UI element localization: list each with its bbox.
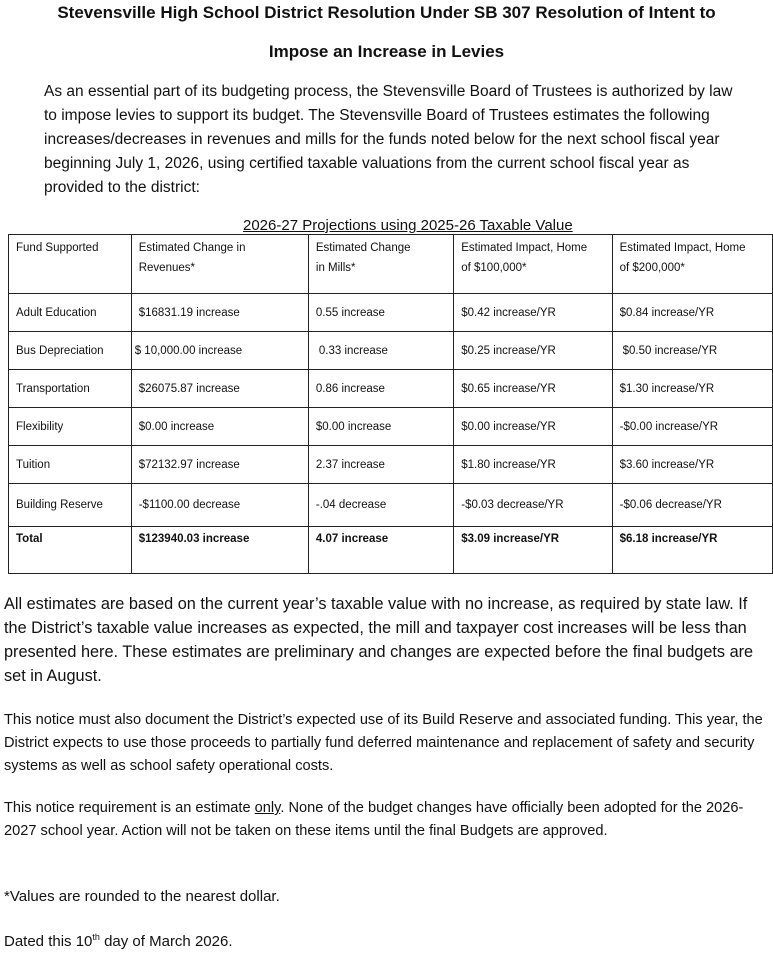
notice-requirement-paragraph — [4, 797, 764, 843]
fund-name: Tuition — [9, 446, 132, 484]
emphasis-only: only — [254, 800, 281, 816]
impact-100k: $0.00 increase/YR — [454, 408, 612, 446]
document-title-line-2: Impose an Increase in Levies — [268, 42, 505, 61]
revenue-change: $ 10,000.00 increase — [131, 332, 308, 370]
total-impact-100k: $3.09 increase/YR — [454, 527, 612, 574]
mills-change: 0.33 increase — [308, 332, 453, 370]
mills-change: -.04 decrease — [308, 484, 453, 527]
mills-change: 2.37 increase — [308, 446, 453, 484]
mills-change: $0.00 increase — [308, 408, 453, 446]
mills-change: 0.55 increase — [308, 294, 453, 332]
fund-name: Flexibility — [9, 408, 132, 446]
rounding-note: *Values are rounded to the nearest dollar. — [4, 888, 280, 905]
revenue-change: $16831.19 increase — [131, 294, 308, 332]
fund-name: Transportation — [9, 370, 132, 408]
header-fund-supported: Fund Supported — [9, 235, 132, 294]
fund-name: Bus Depreciation — [9, 332, 132, 370]
dated-superscript: th — [92, 932, 100, 942]
revenue-change: -$1100.00 decrease — [131, 484, 308, 527]
dated-text-start: Dated this 10 — [4, 933, 93, 950]
impact-100k: $0.42 increase/YR — [454, 294, 612, 332]
header-impact-100k: Estimated Impact, Home of $100,000* — [454, 235, 612, 294]
table-row — [9, 370, 773, 408]
dated-text-end: day of March 2026. — [99, 933, 233, 950]
impact-200k: -$0.00 increase/YR — [612, 408, 772, 446]
intro-paragraph: As an essential part of its budgeting process, the Stevensville Board of Trustees is authorized by law to impose levies to support its budget. The Stevensville Board of Trustees estimates the following increases/decreases in revenues and mills for the funds noted below for the next school fiscal year beginning July 1, 2026, using certified taxable valuations from the current school fiscal year as provided to the district: — [44, 83, 733, 196]
impact-100k: $0.65 increase/YR — [454, 370, 612, 408]
table-caption: 2026-27 Projections using 2025-26 Taxable Value — [243, 217, 573, 234]
total-revenue-change: $123940.03 increase — [131, 527, 308, 574]
header-change-revenues: Estimated Change in Revenues* — [131, 235, 308, 294]
document-title-line-1: Stevensville High School District Resolution Under SB 307 Resolution of Intent to — [57, 3, 716, 22]
revenue-change: $26075.87 increase — [131, 370, 308, 408]
impact-200k: $3.60 increase/YR — [612, 446, 772, 484]
table-row — [9, 408, 773, 446]
impact-200k: $1.30 increase/YR — [612, 370, 772, 408]
requirement-text-start: This notice requirement is an estimate — [4, 800, 255, 816]
table-header-row — [9, 235, 773, 294]
header-impact-200k: Estimated Impact, Home of $200,000* — [612, 235, 772, 294]
table-row — [9, 294, 773, 332]
requirement-text-end: . None of the budget changes have officially been adopted for the 2026-2027 school year. Action will not be taken on these items until the final Budgets are approved. — [4, 800, 744, 839]
estimates-paragraph: All estimates are based on the current year’s taxable value with no increase, as required by state law. If the District’s taxable value increases as expected, the mill and taxpayer cost increases will be less than presented here. These estimates are preliminary and changes are expected before the final budgets are set in August. — [4, 595, 754, 685]
total-label: Total — [9, 527, 132, 574]
build-reserve-paragraph: This notice must also document the District’s expected use of its Build Reserve and associated funding. This year, the District expects to use those proceeds to partially fund deferred maintenance and replacement of safety and security systems as well as school safety operational costs. — [4, 712, 763, 774]
projections-table — [8, 234, 773, 574]
impact-200k: $0.50 increase/YR — [612, 332, 772, 370]
impact-200k: $0.84 increase/YR — [612, 294, 772, 332]
dated-line — [4, 932, 232, 950]
header-change-mills: Estimated Change in Mills* — [308, 235, 453, 294]
table-row — [9, 446, 773, 484]
impact-200k: -$0.06 decrease/YR — [612, 484, 772, 527]
table-row — [9, 332, 773, 370]
table-total-row — [9, 527, 773, 574]
table-row — [9, 484, 773, 527]
impact-100k: -$0.03 decrease/YR — [454, 484, 612, 527]
impact-100k: $0.25 increase/YR — [454, 332, 612, 370]
fund-name: Adult Education — [9, 294, 132, 332]
revenue-change: $72132.97 increase — [131, 446, 308, 484]
fund-name: Building Reserve — [9, 484, 132, 527]
mills-change: 0.86 increase — [308, 370, 453, 408]
revenue-change: $0.00 increase — [131, 408, 308, 446]
total-mills-change: 4.07 increase — [308, 527, 453, 574]
total-impact-200k: $6.18 increase/YR — [612, 527, 772, 574]
impact-100k: $1.80 increase/YR — [454, 446, 612, 484]
